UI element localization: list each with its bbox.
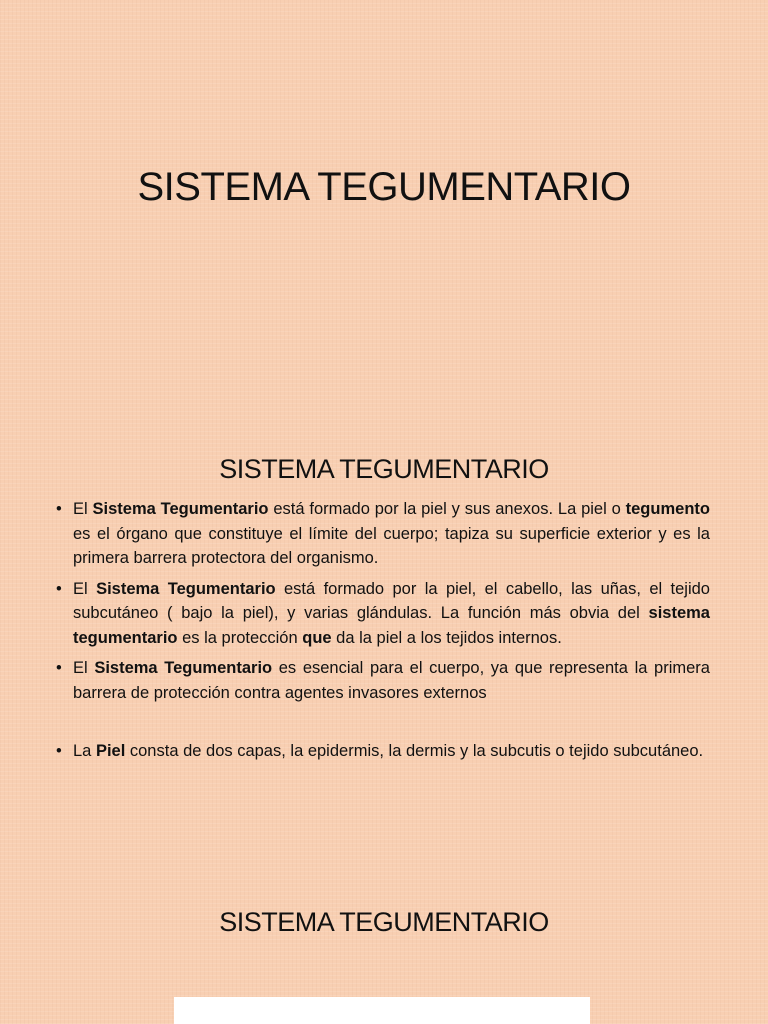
bullet-bold-text: que <box>302 628 332 647</box>
bullet-text: es la protección <box>177 628 303 647</box>
bullet-bold-text: sistema tegumentario <box>73 604 710 647</box>
bullet-item-2 <box>56 577 710 651</box>
bullet-text: consta de dos capas, la epidermis, la dermis y la subcutis o tejido subcutáneo. <box>125 742 704 760</box>
bullet-text: está formado por la piel, el cabello, las uñas, el tejido subcutáneo ( bajo la piel), y varias glándulas. La función más obvia del <box>73 579 710 622</box>
bullet-icon: • <box>56 659 62 677</box>
bullet-list <box>56 497 710 770</box>
bullet-text: El <box>73 500 93 518</box>
slide3-title: SISTEMA TEGUMENTARIO <box>219 907 549 937</box>
bullet-text: está formado por la piel y sus anexos. La piel o <box>268 500 626 518</box>
bullet-item-4 <box>56 739 710 764</box>
slide2-title: SISTEMA TEGUMENTARIO <box>219 454 549 484</box>
bullet-item-1 <box>56 497 710 571</box>
bullet-icon: • <box>56 579 62 598</box>
slide1-title: SISTEMA TEGUMENTARIO <box>137 165 631 209</box>
bullet-icon: • <box>56 742 62 760</box>
bullet-text: El <box>73 659 95 677</box>
image-placeholder <box>174 997 590 1024</box>
bullet-text: da la piel a los tejidos internos. <box>331 628 562 647</box>
bullet-bold-text: Sistema Tegumentario <box>92 500 269 518</box>
bullet-bold-text: Sistema Tegumentario <box>96 579 276 598</box>
bullet-bold-text: tegumento <box>625 500 710 518</box>
bullet-icon: • <box>56 500 62 518</box>
bullet-text: La <box>73 742 96 760</box>
bullet-bold-text: Sistema Tegumentario <box>94 659 273 677</box>
bullet-text: es el órgano que constituye el límite del cuerpo; tapiza su superficie exterior y es la primera barrera protectora del organismo. <box>73 524 710 567</box>
bullet-bold-text: Piel <box>95 742 126 760</box>
bullet-text: es esencial para el cuerpo, ya que representa la primera barrera de protección contra agentes invasores externos <box>73 659 710 702</box>
bullet-item-3 <box>56 656 710 705</box>
bullet-text: El <box>73 579 97 598</box>
